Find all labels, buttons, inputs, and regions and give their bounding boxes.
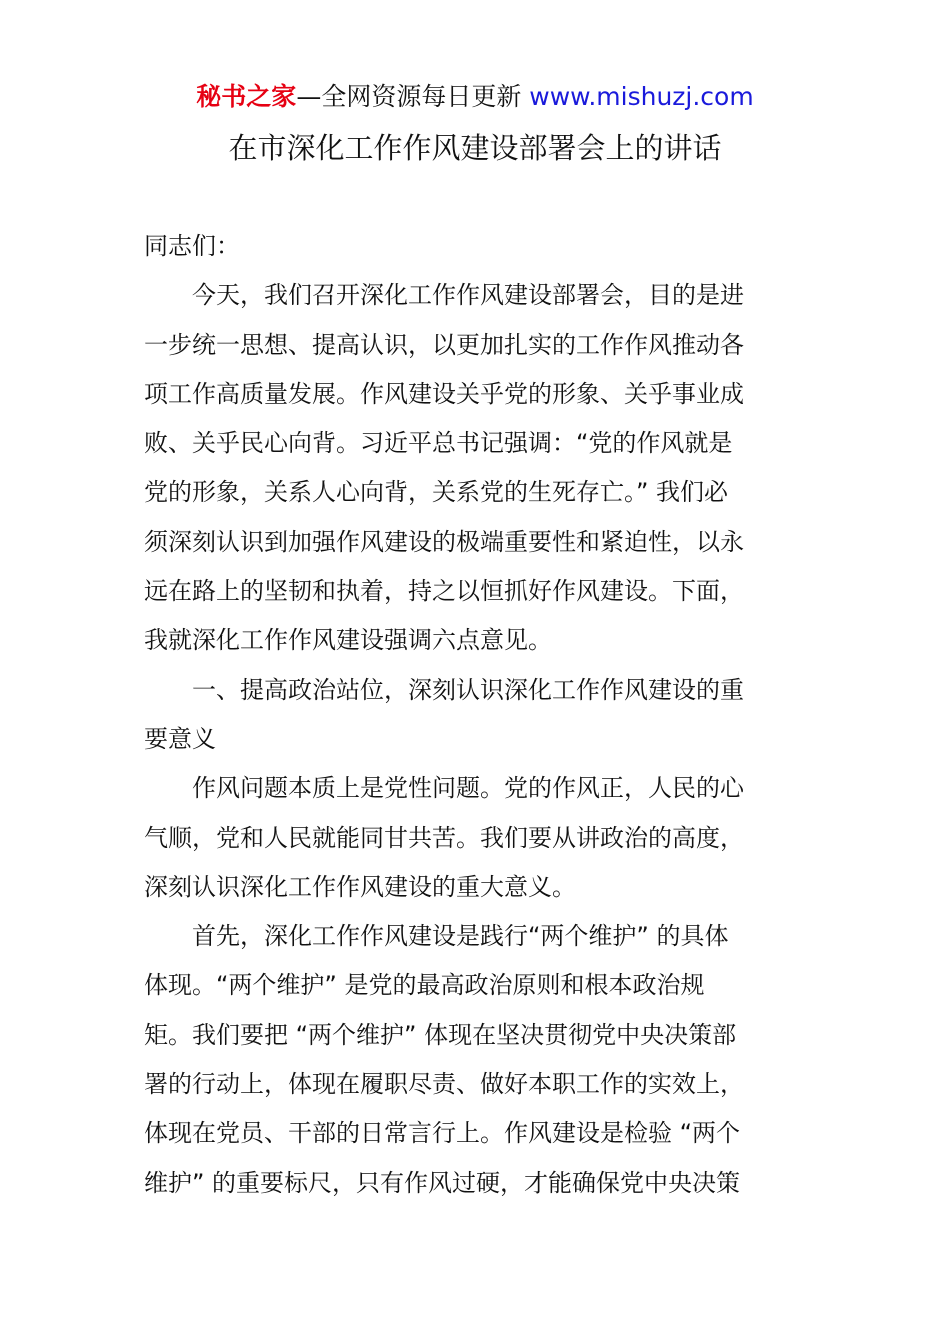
text-line: 一、提高政治站位，深刻认识深化工作作风建设的重 bbox=[192, 675, 744, 704]
text-line: 项工作高质量发展。作风建设关乎党的形象、关乎事业成 bbox=[144, 379, 744, 408]
text-line: 要意义 bbox=[144, 724, 216, 753]
text-line: 党的形象，关系人心向背，关系党的生死存亡。” 我们必 bbox=[144, 478, 729, 507]
document-body bbox=[144, 222, 808, 1208]
text-line: 远在路上的坚韧和执着，持之以恒抓好作风建设。下面， bbox=[144, 577, 744, 606]
text-line: 须深刻认识到加强作风建设的极端重要性和紧迫性，以永 bbox=[144, 527, 744, 556]
text-line: 作风问题本质上是党性问题。党的作风正，人民的心 bbox=[192, 774, 744, 803]
text-line: 深刻认识深化工作作风建设的重大意义。 bbox=[144, 872, 576, 901]
header-tagline: —全网资源每日更新 bbox=[296, 82, 522, 111]
text-line: 署的行动上，体现在履职尽责、做好本职工作的实效上， bbox=[144, 1070, 744, 1099]
text-line: 败、关乎民心向背。习近平总书记强调：“党的作风就是 bbox=[144, 429, 733, 458]
site-header bbox=[0, 80, 950, 114]
text-line: 首先，深化工作作风建设是践行“两个维护” 的具体 bbox=[192, 922, 729, 951]
text-line: 我就深化工作作风建设强调六点意见。 bbox=[144, 626, 552, 655]
text-line: 气顺，党和人民就能同甘共苦。我们要从讲政治的高度， bbox=[144, 823, 744, 852]
text-line: 体现。“两个维护” 是党的最高政治原则和根本政治规 bbox=[144, 971, 705, 1000]
site-url-link[interactable]: www.mishuzj.com bbox=[529, 82, 754, 111]
text-line: 维护” 的重要标尺，只有作风过硬，才能确保党中央决策 bbox=[144, 1168, 741, 1197]
text-line: 体现在党员、干部的日常言行上。作风建设是检验 “两个 bbox=[144, 1119, 741, 1148]
brand-name: 秘书之家 bbox=[196, 82, 297, 111]
text-line: 今天，我们召开深化工作作风建设部署会，目的是进 bbox=[192, 281, 744, 310]
text-line: 同志们： bbox=[144, 232, 240, 260]
text-line: 矩。我们要把 “两个维护” 体现在坚决贯彻党中央决策部 bbox=[144, 1020, 737, 1049]
text-line: 一步统一思想、提高认识，以更加扎实的工作作风推动各 bbox=[144, 330, 744, 359]
document-title: 在市深化工作作风建设部署会上的讲话 bbox=[228, 131, 722, 165]
